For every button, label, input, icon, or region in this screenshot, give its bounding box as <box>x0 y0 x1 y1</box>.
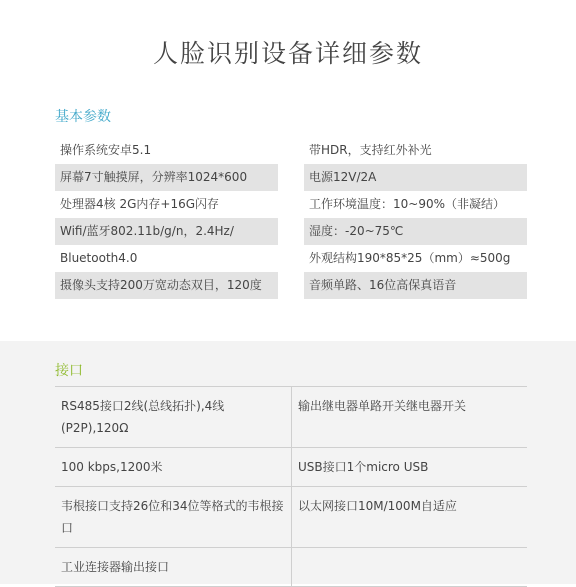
spec-cell: 工作环境温度：10~90%（非凝结） <box>309 197 505 211</box>
table-cell: RS485接口2线(总线拓扑),4线(P2P),120Ω <box>55 387 292 448</box>
table-row <box>55 387 527 448</box>
interface-section <box>0 341 576 584</box>
spec-cell: Wifi/蓝牙802.11b/g/n，2.4Hz/ <box>55 218 278 245</box>
table-cell <box>292 548 528 587</box>
spec-cell: 湿度：-20~75℃ <box>304 218 527 245</box>
interface-heading: 接口 <box>55 363 83 379</box>
table-cell: 韦根接口支持26位和34位等格式的韦根接口 <box>55 487 292 548</box>
interface-table <box>55 386 527 587</box>
table-row <box>55 448 527 487</box>
spec-cell: 摄像头支持200万宽动态双目，120度 <box>55 272 278 299</box>
table-cell: USB接口1个micro USB <box>292 448 528 487</box>
basic-params-grid <box>55 137 527 299</box>
spec-cell: 外观结构190*85*25（mm）≈500g <box>309 251 511 265</box>
table-cell: 输出继电器单路开关继电器开关 <box>292 387 528 448</box>
table-row <box>55 487 527 548</box>
page-title: 人脸识别设备详细参数 <box>152 39 423 68</box>
spec-cell: 处理器4核 2G内存+16G闪存 <box>60 197 220 211</box>
spec-cell: 操作系统安卓5.1 <box>60 143 152 157</box>
spec-cell: 带HDR，支持红外补光 <box>309 143 432 157</box>
spec-cell: 电源12V/2A <box>304 164 527 191</box>
table-cell: 工业连接器输出接口 <box>55 548 292 587</box>
table-cell: 以太网接口10M/100M自适应 <box>292 487 528 548</box>
spec-cell: 音频单路、16位高保真语音 <box>304 272 527 299</box>
table-cell: 100 kbps,1200米 <box>55 448 292 487</box>
spec-cell: Bluetooth4.0 <box>60 251 138 265</box>
basic-params-heading: 基本参数 <box>55 109 111 125</box>
table-row <box>55 548 527 587</box>
spec-cell: 屏幕7寸触摸屏，分辨率1024*600 <box>55 164 278 191</box>
